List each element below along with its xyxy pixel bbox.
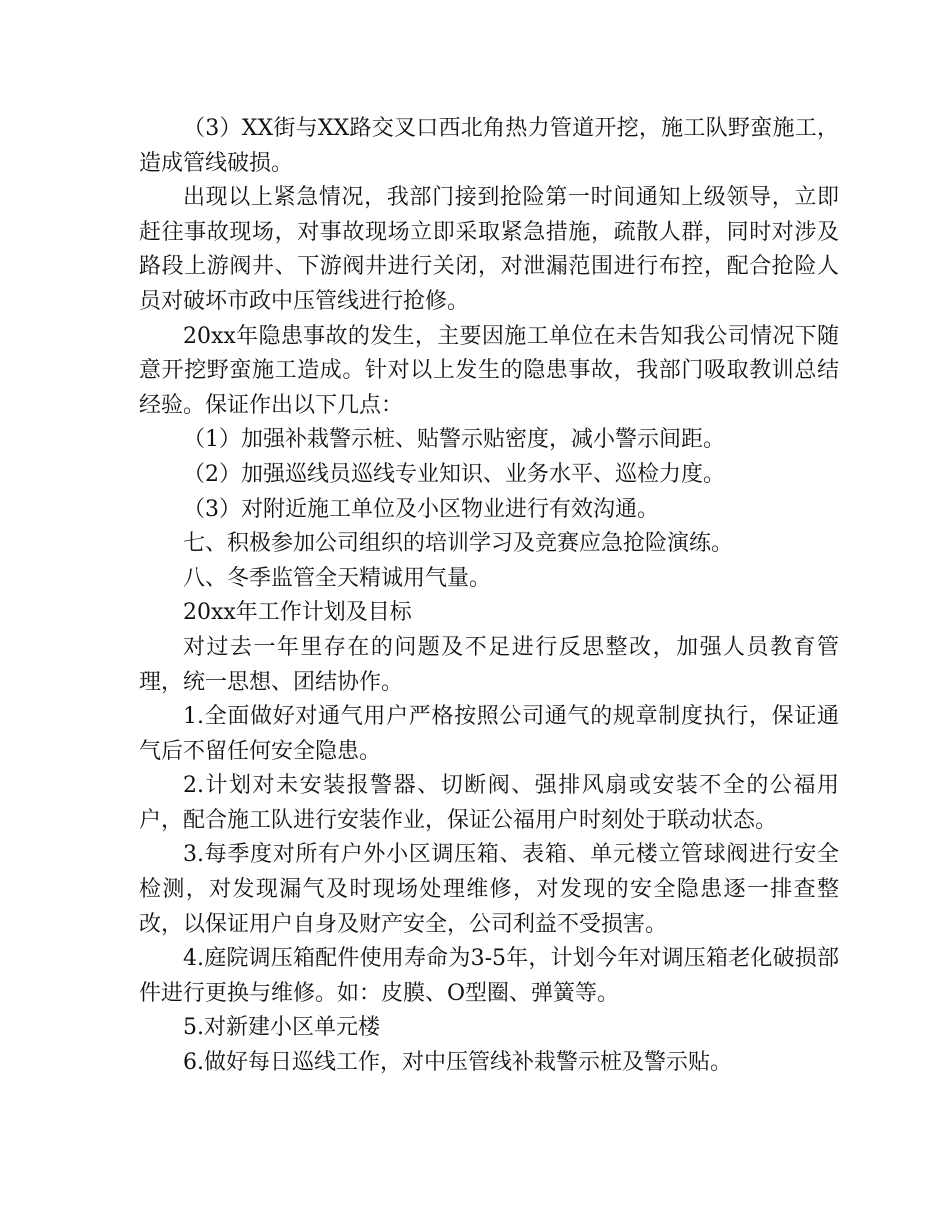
paragraph-section-8: 八、冬季监管全天精诚用气量。 xyxy=(183,565,492,591)
paragraph-plan-item-2: 2.计划对未安装报警器、切断阀、强排风扇或安装不全的公福用户，配合施工队进行安装作业，保证公福用户时刻处于联动状态。 xyxy=(139,773,839,833)
paragraph-measure-1: （1）加强补栽警示桩、贴警示贴密度，减小警示间距。 xyxy=(183,427,725,453)
paragraph-accident-cause: 20xx年隐患事故的发生，主要因施工单位在未告知我公司情况下随意开挖野蛮施工造成。针对以上发生的隐患事故，我部门吸取教训总结经验。保证作出以下几点： xyxy=(139,323,839,418)
paragraph-plan-heading: 20xx年工作计划及目标 xyxy=(183,600,412,626)
paragraph-plan-item-4: 4.庭院调压箱配件使用寿命为3-5年，计划今年对调压箱老化破损部件进行更换与维修。如：皮膜、O型圈、弹簧等。 xyxy=(139,946,839,1006)
paragraph-section-7: 七、积极参加公司组织的培训学习及竞赛应急抢险演练。 xyxy=(183,531,734,557)
paragraph-emergency-response: 出现以上紧急情况，我部门接到抢险第一时间通知上级领导，立即赶往事故现场，对事故现场立即采取紧急措施，疏散人群，同时对涉及路段上游阀井、下游阀井进行关闭，对泄漏范围进行布控，配合抢险人员对破坏市政中压管线进行抢修。 xyxy=(139,185,839,314)
paragraph-plan-item-3: 3.每季度对所有户外小区调压箱、表箱、单元楼立管球阀进行安全检测，对发现漏气及时现场处理维修，对发现的安全隐患逐一排查整改，以保证用户自身及财产安全，公司利益不受损害。 xyxy=(139,842,839,937)
paragraph-plan-item-5: 5.对新建小区单元楼 xyxy=(183,1015,380,1041)
paragraph-measure-2: （2）加强巡线员巡线专业知识、业务水平、巡检力度。 xyxy=(183,461,725,487)
paragraph-plan-item-6: 6.做好每日巡线工作，对中压管线补栽警示桩及警示贴。 xyxy=(183,1050,732,1076)
paragraph-plan-item-1: 1.全面做好对通气用户严格按照公司通气的规章制度执行，保证通气后不留任何安全隐患。 xyxy=(139,704,839,764)
document-page xyxy=(139,112,839,1081)
paragraph-plan-intro: 对过去一年里存在的问题及不足进行反思整改，加强人员教育管理，统一思想、团结协作。 xyxy=(139,634,839,695)
paragraph-construction-damage: （3）XX街与XX路交叉口西北角热力管道开挖，施工队野蛮施工，造成管线破损。 xyxy=(139,116,839,176)
paragraph-measure-3: （3）对附近施工单位及小区物业进行有效沟通。 xyxy=(183,496,659,522)
